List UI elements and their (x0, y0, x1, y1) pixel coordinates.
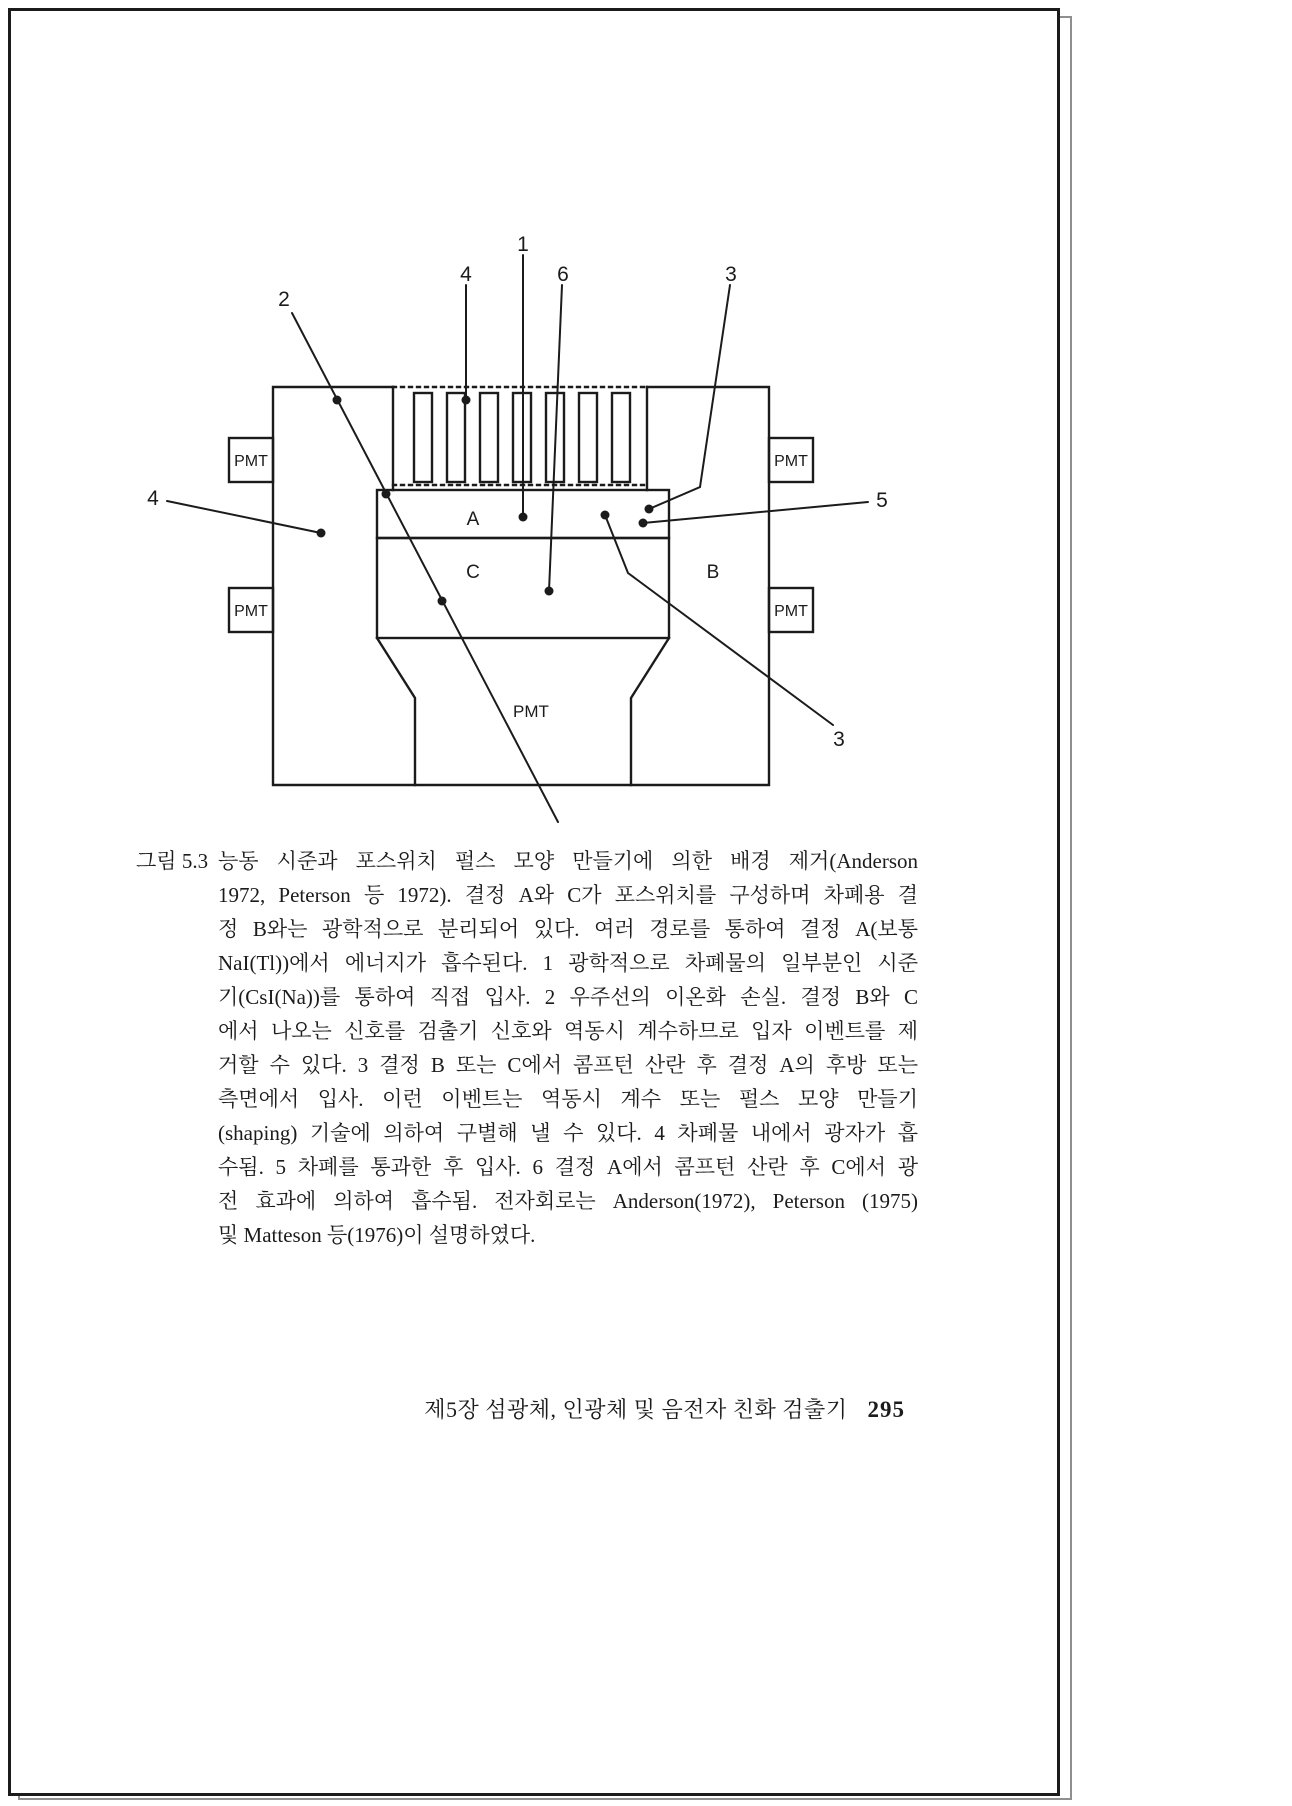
dot-6 (545, 587, 554, 596)
pmt-label-right-mid: PMT (774, 603, 808, 620)
detector-outlines (229, 387, 813, 785)
callout-label-1: 1 (517, 233, 529, 256)
caption-line: 정 B와는 광학적으로 분리되어 있다. 여러 경로를 통하여 결정 A(보통 (218, 917, 918, 941)
pmt-tube-left (377, 638, 415, 785)
figure-caption (136, 844, 918, 1252)
page-number: 295 (867, 1397, 905, 1422)
leader-5 (643, 502, 868, 523)
dot-4-top (462, 396, 471, 405)
leader-4-left (167, 501, 321, 533)
leader-3-top (649, 285, 730, 509)
pmt-label-left-mid: PMT (234, 603, 268, 620)
collimator-slat (579, 393, 597, 482)
interaction-dots (317, 396, 654, 606)
chapter-title: 제5장 섬광체, 인광체 및 음전자 친화 검출기 (424, 1397, 848, 1422)
callout-label-4-left: 4 (147, 487, 159, 510)
caption-line: 거할 수 있다. 3 결정 B 또는 C에서 콤프턴 산란 후 결정 A의 후방 또는 (218, 1053, 918, 1077)
collimator-slat (414, 393, 432, 482)
caption-line: 및 Matteson 등(1976)이 설명하였다. (218, 1223, 536, 1247)
crystal-c-outline (377, 538, 669, 638)
caption-line: 측면에서 입사. 이런 이벤트는 역동시 계수 또는 펄스 모양 만들기 (218, 1087, 918, 1111)
caption-line: 수됨. 5 차폐를 통과한 후 입사. 6 결정 A에서 콤프턴 산란 후 C에서 광 (218, 1155, 918, 1179)
book-page (8, 8, 1060, 1796)
dot-3-bottom (601, 511, 610, 520)
dot-2-c (438, 597, 447, 606)
dot-2-a (333, 396, 342, 405)
figure-caption-text (218, 844, 918, 1252)
caption-line: 1972, Peterson 등 1972). 결정 A와 C가 포스위치를 구성하며 차폐용 결 (218, 883, 918, 907)
diagram-text-labels (147, 233, 888, 751)
dot-2-b (382, 490, 391, 499)
leader-2-path (292, 313, 558, 822)
pmt-label-right-top: PMT (774, 453, 808, 470)
leader-6 (549, 285, 562, 591)
phoswich-detector-diagram (11, 11, 1063, 851)
shield-outline (273, 387, 769, 785)
caption-line: 에서 나오는 신호를 검출기 신호와 역동시 계수하므로 입자 이벤트를 제 (218, 1019, 918, 1043)
pmt-label-left-top: PMT (234, 453, 268, 470)
crystal-b-label: B (706, 562, 720, 583)
caption-line: 전 효과에 의하여 흡수됨. 전자회로는 Anderson(1972), Peterson (1975) (218, 1189, 918, 1213)
crystal-a-label: A (466, 509, 480, 530)
caption-line: 능동 시준과 포스위치 펄스 모양 만들기에 의한 배경 제거(Anderson (218, 849, 918, 873)
leader-3-bottom (605, 515, 833, 725)
callout-label-4-top: 4 (460, 263, 472, 286)
dot-3-top (645, 505, 654, 514)
collimator-slat (447, 393, 465, 482)
callout-label-2: 2 (278, 288, 290, 311)
dot-4-left (317, 529, 326, 538)
dot-1 (519, 513, 528, 522)
crystal-c-label: C (466, 562, 480, 583)
figure-caption-number: 그림 5.3 (136, 849, 209, 873)
callout-label-5: 5 (876, 489, 888, 512)
pmt-label-bottom: PMT (513, 702, 549, 721)
collimator-slat (480, 393, 498, 482)
collimator-slat (612, 393, 630, 482)
callout-label-3-top: 3 (725, 263, 737, 286)
caption-line: 기(CsI(Na))를 통하여 직접 입사. 2 우주선의 이온화 손실. 결정 B와 C (218, 985, 918, 1009)
callout-label-3-bottom: 3 (833, 728, 845, 751)
caption-line: (shaping) 기술에 의하여 구별해 낼 수 있다. 4 차폐물 내에서 광자가 흡 (218, 1121, 918, 1145)
page-footer (11, 1393, 1057, 1424)
pmt-tube-right (631, 638, 669, 785)
dot-5 (639, 519, 648, 528)
caption-line: NaI(Tl))에서 에너지가 흡수된다. 1 광학적으로 차폐물의 일부분인 시준 (218, 951, 918, 975)
callout-label-6: 6 (557, 263, 569, 286)
